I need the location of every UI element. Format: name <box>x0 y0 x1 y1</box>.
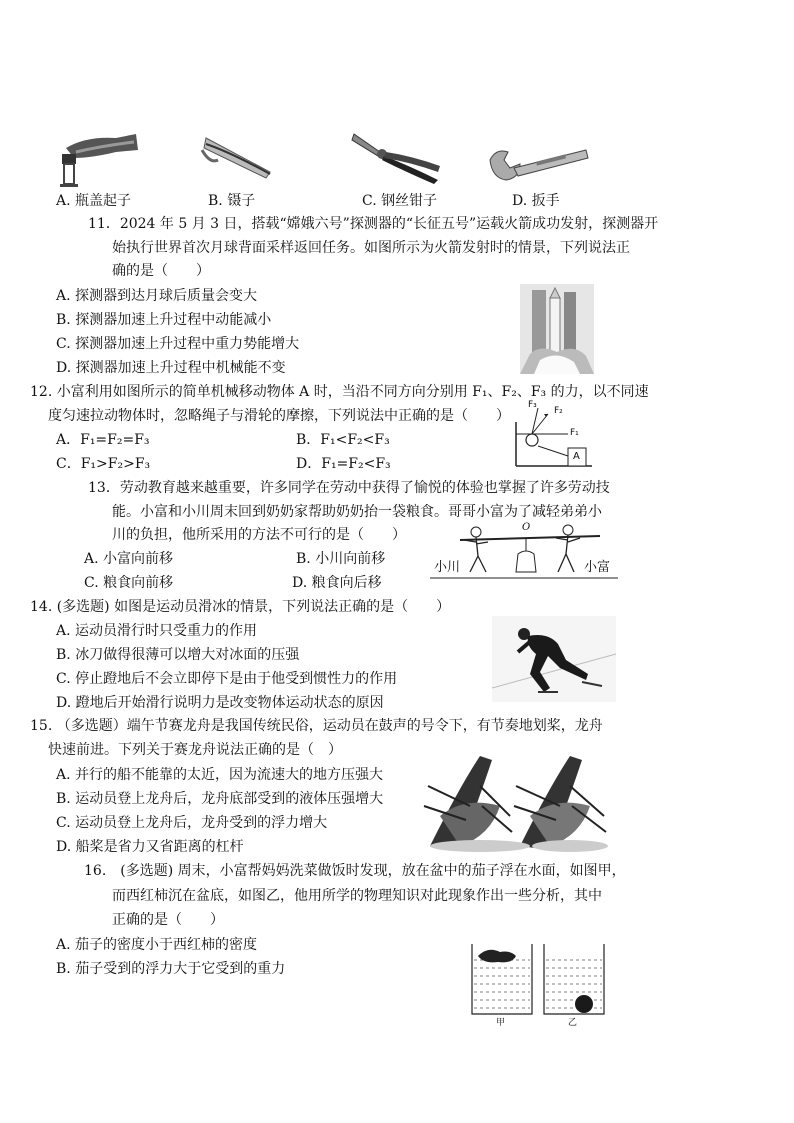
q16-stem-line3: 正确的是（ ） <box>112 912 224 928</box>
q13-stem-line3: 川的负担，他所采用的方法不可行的是（ ） <box>112 527 406 543</box>
carrying-grain-diagram <box>430 522 618 586</box>
basin-right-label: 乙 <box>568 1018 578 1028</box>
tool-option-c: C. 钢丝钳子 <box>362 193 438 209</box>
q11-stem-line3: 确的是（ ） <box>112 263 210 279</box>
pulley-block-label: A <box>573 451 580 462</box>
q12-option-a: A．F₁=F₂=F₃ <box>56 432 150 448</box>
q13-option-d: D. 粮食向后移 <box>292 575 382 591</box>
q13-stem-line2: 能。小富和小川周末回到奶奶家帮助奶奶抬一袋粮食。哥哥小富为了减轻弟弟小 <box>112 504 602 520</box>
q14-stem-line1: 14. (多选题) 如图是运动员滑冰的情景，下列说法正确的是（ ） <box>30 599 451 615</box>
q14-option-a: A. 运动员滑行时只受重力的作用 <box>56 623 258 639</box>
carry-left-person-label: 小川 <box>434 560 461 575</box>
carry-right-person-label: 小富 <box>584 560 611 575</box>
tool-option-b: B. 镊子 <box>208 193 256 209</box>
wrench-image <box>486 146 590 186</box>
q15-option-b: B. 运动员登上龙舟后，龙舟底部受到的液体压强增大 <box>56 791 384 807</box>
q13-option-a: A. 小富向前移 <box>84 551 174 567</box>
bottle-opener-image <box>56 128 140 190</box>
pulley-f3-label: F₃ <box>528 400 537 410</box>
basin-left-label: 甲 <box>496 1018 506 1028</box>
q12-stem-line1: 12. 小富利用如图所示的简单机械移动物体 A 时，当沿不同方向分别用 F₁、F₂、F₃ 的力，以不同速 <box>30 384 649 400</box>
q13-option-b: B. 小川向前移 <box>296 551 386 567</box>
q14-option-b: B. 冰刀做得很薄可以增大对冰面的压强 <box>56 647 300 663</box>
tool-option-d: D. 扳手 <box>512 193 560 209</box>
q11-stem-line2: 始执行世界首次月球背面采样返回任务。如图所示为火箭发射时的情景，下列说法正 <box>112 240 630 256</box>
q15-option-d: D. 船桨是省力又省距离的杠杆 <box>56 839 244 855</box>
q15-option-c: C. 运动员登上龙舟后，龙舟受到的浮力增大 <box>56 815 328 831</box>
tweezers-image <box>200 134 276 188</box>
tool-option-a: A. 瓶盖起子 <box>56 193 132 209</box>
q11-stem-line1: 11．2024 年 5 月 3 日，搭载“嫦娥六号”探测器的“长征五号”运载火箭成功发射，探测器开 <box>88 216 659 232</box>
carry-pivot-label: O <box>522 522 531 533</box>
q16-stem-line1: 16. (多选题) 周末，小富帮妈妈洗菜做饭时发现，放在盆中的茄子浮在水面，如图甲， <box>84 863 626 879</box>
q15-stem-line1: 15. （多选题）端午节赛龙舟是我国传统民俗，运动员在鼓声的号令下，有节奏地划桨，龙舟 <box>30 718 603 734</box>
pulley-diagram <box>512 400 596 472</box>
basins-diagram <box>468 942 618 1032</box>
q15-stem-line2: 快速前进。下列关于赛龙舟说法正确的是（ ） <box>48 742 342 758</box>
wire-pliers-image <box>350 130 442 186</box>
q11-option-c: C. 探测器加速上升过程中重力势能增大 <box>56 336 300 352</box>
q15-option-a: A. 并行的船不能靠的太近，因为流速大的地方压强大 <box>56 767 384 783</box>
dragon-boat-race-image <box>420 746 610 856</box>
q12-option-b: B．F₁<F₂<F₃ <box>296 432 390 448</box>
q14-option-c: C. 停止蹬地后不会立即停下是由于他受到惯性力的作用 <box>56 671 398 687</box>
q13-stem-line1: 13．劳动教育越来越重要，许多同学在劳动中获得了愉悦的体验也掌握了许多劳动技 <box>88 480 610 496</box>
q16-stem-line2: 而西红柿沉在盆底，如图乙，他用所学的物理知识对此现象作出一些分析，其中 <box>112 888 602 904</box>
q11-option-b: B. 探测器加速上升过程中动能减小 <box>56 312 272 328</box>
pulley-f1-label: F₁ <box>570 428 579 438</box>
q13-option-c: C. 粮食向前移 <box>84 575 174 591</box>
pulley-f2-label: F₂ <box>554 406 563 416</box>
q12-stem-line2: 度匀速拉动物体时，忽略绳子与滑轮的摩擦，下列说法中正确的是（ ） <box>48 408 510 424</box>
q16-option-b: B. 茄子受到的浮力大于它受到的重力 <box>56 961 286 977</box>
rocket-launch-image <box>520 284 594 374</box>
q11-option-a: A. 探测器到达月球后质量会变大 <box>56 288 258 304</box>
q12-option-c: C．F₁>F₂>F₃ <box>56 456 151 472</box>
q11-option-d: D. 探测器加速上升过程中机械能不变 <box>56 360 286 376</box>
q14-option-d: D. 蹬地后开始滑行说明力是改变物体运动状态的原因 <box>56 695 384 711</box>
q16-option-a: A. 茄子的密度小于西红柿的密度 <box>56 937 258 953</box>
q12-option-d: D．F₁=F₂<F₃ <box>296 456 391 472</box>
speed-skater-image <box>492 616 616 702</box>
